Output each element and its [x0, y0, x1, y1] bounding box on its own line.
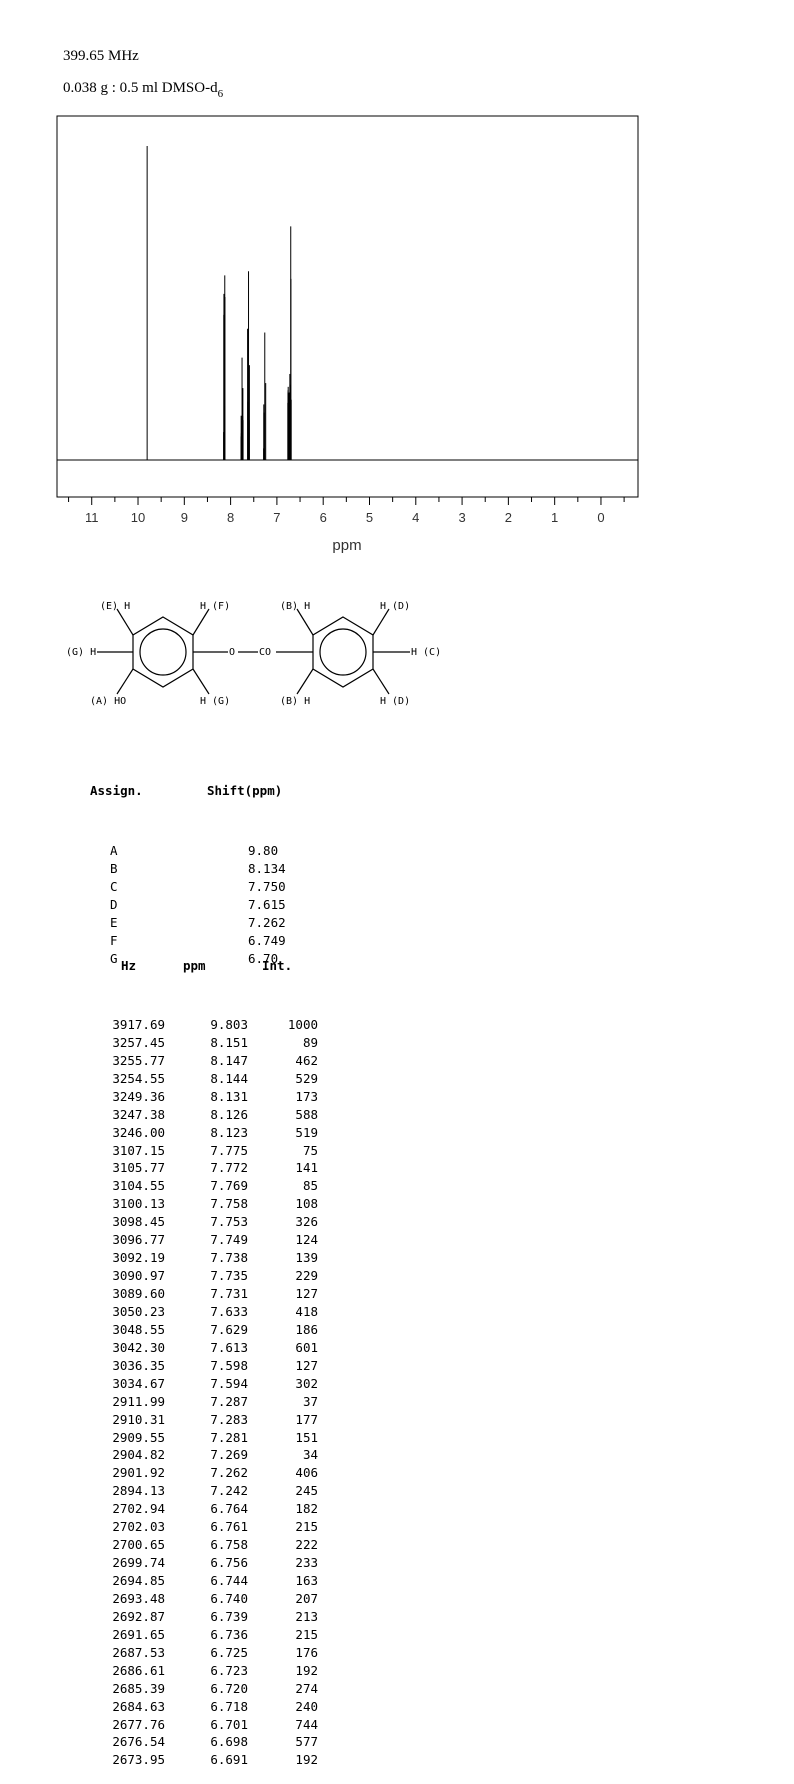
peak-hz: 3246.00	[112, 1124, 165, 1140]
x-ticks	[69, 497, 625, 525]
peak-ppm: 8.126	[210, 1106, 248, 1122]
peak-row	[95, 1285, 335, 1303]
assignment-label: C	[110, 878, 118, 894]
peak-ppm: 8.147	[210, 1052, 248, 1068]
peak-hz: 2901.92	[112, 1465, 165, 1481]
ppm-col-header: ppm	[183, 958, 206, 973]
peak-intensity: 406	[295, 1465, 318, 1481]
peak-table	[95, 927, 335, 1784]
peak-intensity: 588	[295, 1106, 318, 1122]
peak-hz: 3105.77	[112, 1160, 165, 1176]
peak-hz: 2673.95	[112, 1752, 165, 1768]
peak-hz: 3042.30	[112, 1339, 165, 1355]
peak-intensity: 186	[295, 1321, 318, 1337]
peak-hz: 3917.69	[112, 1016, 165, 1032]
peak-hz: 2692.87	[112, 1608, 165, 1624]
peak-hz: 3036.35	[112, 1357, 165, 1373]
peak-ppm: 6.698	[210, 1734, 248, 1750]
peak-hz: 3107.15	[112, 1142, 165, 1158]
peak-ppm: 7.633	[210, 1303, 248, 1319]
peak-hz: 2677.76	[112, 1716, 165, 1732]
hz-col-header: Hz	[121, 958, 137, 973]
peak-ppm: 7.735	[210, 1268, 248, 1284]
peak-ppm: 7.281	[210, 1429, 248, 1445]
peak-hz: 3247.38	[112, 1106, 165, 1122]
peak-intensity: 215	[295, 1519, 318, 1535]
peak-row	[95, 1429, 335, 1447]
peak-row	[95, 1518, 335, 1536]
peak-row	[95, 1088, 335, 1106]
peak-hz: 3255.77	[112, 1052, 165, 1068]
peak-intensity: 108	[295, 1196, 318, 1212]
peak-ppm: 6.720	[210, 1680, 248, 1696]
peak-hz: 2686.61	[112, 1662, 165, 1678]
peak-hz: 3050.23	[112, 1303, 165, 1319]
peak-hz: 2911.99	[112, 1393, 165, 1409]
x-tick-label: 10	[130, 510, 146, 525]
peak-ppm: 6.725	[210, 1644, 248, 1660]
peak-ppm: 6.718	[210, 1698, 248, 1714]
peak-row	[95, 1303, 335, 1321]
peak-row	[95, 1680, 335, 1698]
benzoyl-ring-circle	[320, 629, 366, 675]
peak-hz: 2687.53	[112, 1644, 165, 1660]
peak-row	[95, 1016, 335, 1034]
peak-intensity: 744	[295, 1716, 318, 1732]
peak-intensity: 182	[295, 1501, 318, 1517]
peak-intensity: 124	[295, 1232, 318, 1248]
peak-row	[95, 1536, 335, 1554]
x-tick-label: 4	[412, 510, 420, 525]
peak-row	[95, 1446, 335, 1464]
label-h-g-bottom: H (G)	[200, 696, 231, 707]
assignment-label: B	[110, 860, 118, 876]
assignment-row	[90, 860, 390, 878]
peak-hz: 2904.82	[112, 1447, 165, 1463]
peak-row	[95, 1644, 335, 1662]
peak-ppm: 8.151	[210, 1034, 248, 1050]
x-tick-label: 0	[597, 510, 605, 525]
peak-row	[95, 1733, 335, 1751]
assignment-row	[90, 878, 390, 896]
x-tick-label: 2	[504, 510, 512, 525]
peak-row	[95, 1500, 335, 1518]
peak-header-row	[95, 957, 335, 975]
label-b-h-top: (B) H	[280, 601, 311, 612]
peak-intensity: 192	[295, 1662, 318, 1678]
peak-hz: 2694.85	[112, 1573, 165, 1588]
peak-row	[95, 1124, 335, 1142]
benzoyl-ring	[313, 617, 373, 687]
peak-ppm: 7.613	[210, 1339, 248, 1355]
peak-row	[95, 1321, 335, 1339]
phenol-ring-circle	[140, 629, 186, 675]
assignment-label: G	[110, 950, 118, 966]
peak-hz: 2702.94	[112, 1501, 165, 1517]
peak-row	[95, 1249, 335, 1267]
peak-ppm: 6.701	[210, 1716, 248, 1732]
peak-row	[95, 1698, 335, 1716]
label-h-d-bottom: H (D)	[380, 696, 411, 707]
peak-hz: 2693.48	[112, 1590, 165, 1606]
molecule-structure	[50, 598, 470, 748]
peak-row	[95, 1554, 335, 1572]
peak-row	[95, 1482, 335, 1500]
peak-ppm: 7.269	[210, 1447, 248, 1463]
peak-intensity: 37	[302, 1393, 318, 1409]
peak-intensity: 529	[295, 1070, 318, 1086]
peak-row	[95, 1375, 335, 1393]
shift-col-header: Shift(ppm)	[207, 783, 283, 798]
peak-intensity: 229	[295, 1268, 318, 1284]
x-axis-label: ppm	[332, 537, 362, 554]
x-tick-label: 7	[273, 510, 281, 525]
peak-ppm: 8.123	[210, 1124, 248, 1140]
assignment-shift: 7.615	[248, 896, 286, 912]
peak-hz: 3098.45	[112, 1214, 165, 1230]
assignment-label: D	[110, 896, 118, 912]
peak-row	[95, 1052, 335, 1070]
sample-text: 0.038 g : 0.5 ml DMSO-d	[63, 80, 218, 96]
peak-ppm: 6.758	[210, 1537, 248, 1553]
label-b-h-bottom: (B) H	[280, 696, 311, 707]
peak-row	[95, 1662, 335, 1680]
assignment-shift: 6.749	[248, 932, 286, 948]
peak-intensity: 176	[295, 1644, 318, 1660]
peak-intensity: 222	[295, 1537, 318, 1553]
peak-hz: 3257.45	[112, 1034, 165, 1050]
peak-row	[95, 1142, 335, 1160]
peak-intensity: 213	[295, 1608, 318, 1624]
peak-intensity: 577	[295, 1734, 318, 1750]
peak-intensity: 1000	[287, 1016, 318, 1032]
peak-intensity: 34	[302, 1447, 318, 1463]
peak-ppm: 7.598	[210, 1357, 248, 1373]
peak-hz: 2909.55	[112, 1429, 165, 1445]
assignment-row	[90, 842, 390, 860]
peak-ppm: 7.769	[210, 1178, 248, 1194]
peak-row	[95, 1177, 335, 1195]
peak-ppm: 7.594	[210, 1375, 248, 1391]
plot-frame	[57, 116, 638, 497]
peak-ppm: 7.753	[210, 1214, 248, 1230]
peak-ppm: 6.740	[210, 1590, 248, 1606]
peak-ppm: 6.739	[210, 1608, 248, 1624]
phenol-ring	[133, 617, 193, 687]
peak-ppm: 6.761	[210, 1519, 248, 1535]
assignment-shift: 9.80	[248, 842, 279, 858]
peak-hz: 2700.65	[112, 1537, 165, 1553]
peak-intensity: 215	[295, 1626, 318, 1642]
assignment-header-row	[90, 782, 390, 800]
peak-row	[95, 1034, 335, 1052]
peak-hz: 3089.60	[112, 1286, 165, 1301]
peak-intensity: 418	[295, 1303, 318, 1319]
peak-intensity: 177	[295, 1411, 318, 1427]
peak-intensity: 519	[295, 1124, 318, 1140]
peak-hz: 3100.13	[112, 1196, 165, 1212]
peak-ppm: 6.756	[210, 1555, 248, 1571]
peak-intensity: 89	[302, 1034, 318, 1050]
peak-intensity: 233	[295, 1555, 318, 1571]
peak-row	[95, 1393, 335, 1411]
assignment-label: F	[110, 932, 118, 948]
label-h-c: H (C)	[411, 647, 442, 658]
peak-ppm: 7.731	[210, 1286, 248, 1301]
assignment-shift: 7.750	[248, 878, 286, 894]
x-tick-label: 5	[365, 510, 374, 525]
sample-subscript: 6	[217, 88, 224, 100]
peak-ppm: 7.772	[210, 1160, 248, 1176]
peak-row	[95, 1159, 335, 1177]
peak-hz: 2691.65	[112, 1626, 165, 1642]
assignment-shift: 6.70	[248, 950, 279, 966]
label-ether-o: O	[229, 647, 236, 658]
peak-ppm: 7.775	[210, 1142, 248, 1158]
peak-row	[95, 1572, 335, 1590]
peak-row	[95, 1106, 335, 1124]
peak-ppm: 9.803	[210, 1016, 248, 1032]
peak-ppm: 7.283	[210, 1411, 248, 1427]
peak-hz: 3090.97	[112, 1268, 165, 1284]
peak-intensity: 240	[295, 1698, 318, 1714]
peak-hz: 2894.13	[112, 1483, 165, 1499]
peak-hz: 2910.31	[112, 1411, 165, 1427]
int-col-header: Int.	[262, 958, 293, 973]
peak-hz: 3048.55	[112, 1321, 165, 1337]
peak-intensity: 207	[295, 1590, 318, 1606]
label-h-f: H (F)	[200, 601, 231, 612]
peak-intensity: 151	[295, 1429, 318, 1445]
peak-intensity: 127	[295, 1357, 318, 1373]
label-carbonyl: CO	[259, 647, 272, 658]
peak-row	[95, 1411, 335, 1429]
peak-row	[95, 1267, 335, 1285]
assignment-label: A	[110, 842, 118, 858]
peak-intensity: 141	[295, 1160, 318, 1176]
peak-intensity: 601	[295, 1339, 318, 1355]
x-tick-label: 6	[319, 510, 327, 525]
peak-ppm: 8.131	[210, 1088, 248, 1104]
x-tick-label: 8	[226, 510, 235, 525]
assignment-row	[90, 896, 390, 914]
label-g-h-left: (G) H	[66, 647, 97, 658]
peak-ppm: 6.744	[210, 1573, 248, 1588]
peak-ppm: 6.723	[210, 1662, 248, 1678]
peak-row	[95, 1070, 335, 1088]
peak-hz: 3034.67	[112, 1375, 165, 1391]
peak-hz: 2684.63	[112, 1698, 165, 1714]
label-h-d-top: H (D)	[380, 601, 411, 612]
label-e-h: (E) H	[100, 601, 131, 612]
peak-ppm: 7.738	[210, 1250, 248, 1266]
peak-lines	[147, 146, 291, 460]
peak-row	[95, 1339, 335, 1357]
peak-intensity: 127	[295, 1286, 318, 1301]
peak-intensity: 245	[295, 1483, 318, 1499]
peak-hz: 2702.03	[112, 1519, 165, 1535]
x-tick-label: 9	[180, 510, 188, 525]
nmr-spectrum-chart	[0, 0, 794, 560]
label-a-ho: (A) HO	[90, 696, 127, 707]
peak-ppm: 7.749	[210, 1232, 248, 1248]
peak-ppm: 7.758	[210, 1196, 248, 1212]
peak-ppm: 6.736	[210, 1626, 248, 1642]
peak-hz: 3254.55	[112, 1070, 165, 1086]
peak-hz: 3096.77	[112, 1232, 165, 1248]
peak-row	[95, 1590, 335, 1608]
x-tick-label: 11	[84, 510, 99, 525]
peak-intensity: 75	[302, 1142, 318, 1158]
peak-intensity: 173	[295, 1088, 318, 1104]
peak-row	[95, 1716, 335, 1734]
peak-hz: 3104.55	[112, 1178, 165, 1194]
peak-row	[95, 1357, 335, 1375]
peak-intensity: 192	[295, 1752, 318, 1768]
peak-ppm: 8.144	[210, 1070, 248, 1086]
peak-intensity: 139	[295, 1250, 318, 1266]
peak-hz: 2685.39	[112, 1680, 165, 1696]
peak-intensity: 462	[295, 1052, 318, 1068]
peak-intensity: 274	[295, 1680, 318, 1696]
peak-intensity: 326	[295, 1214, 318, 1230]
peak-ppm: 7.629	[210, 1321, 248, 1337]
x-tick-label: 3	[458, 510, 466, 525]
peak-row	[95, 1231, 335, 1249]
peak-intensity: 85	[302, 1178, 318, 1194]
assignment-shift: 7.262	[248, 914, 286, 930]
assignment-shift: 8.134	[248, 860, 286, 876]
peak-row	[95, 1608, 335, 1626]
peak-ppm: 7.287	[210, 1393, 248, 1409]
assign-col-header: Assign.	[90, 783, 143, 798]
peak-hz: 2699.74	[112, 1555, 165, 1571]
bond-lines	[97, 609, 410, 694]
peak-row	[95, 1626, 335, 1644]
peak-ppm: 7.262	[210, 1465, 248, 1481]
peak-ppm: 6.764	[210, 1501, 248, 1517]
peak-row	[95, 1195, 335, 1213]
x-tick-label: 1	[551, 510, 559, 525]
peak-hz: 3249.36	[112, 1088, 165, 1104]
peak-hz: 2676.54	[112, 1734, 165, 1750]
peak-ppm: 6.691	[210, 1752, 248, 1768]
peak-row	[95, 1213, 335, 1231]
peak-row	[95, 1464, 335, 1482]
peak-row	[95, 1751, 335, 1769]
spectrometer-frequency: 399.65 MHz	[63, 48, 139, 64]
peak-intensity: 163	[295, 1573, 318, 1588]
assignment-label: E	[110, 914, 118, 930]
peak-intensity: 302	[295, 1375, 318, 1391]
peak-hz: 3092.19	[112, 1250, 165, 1266]
peak-ppm: 7.242	[210, 1483, 248, 1499]
peak-rows	[95, 1016, 335, 1769]
